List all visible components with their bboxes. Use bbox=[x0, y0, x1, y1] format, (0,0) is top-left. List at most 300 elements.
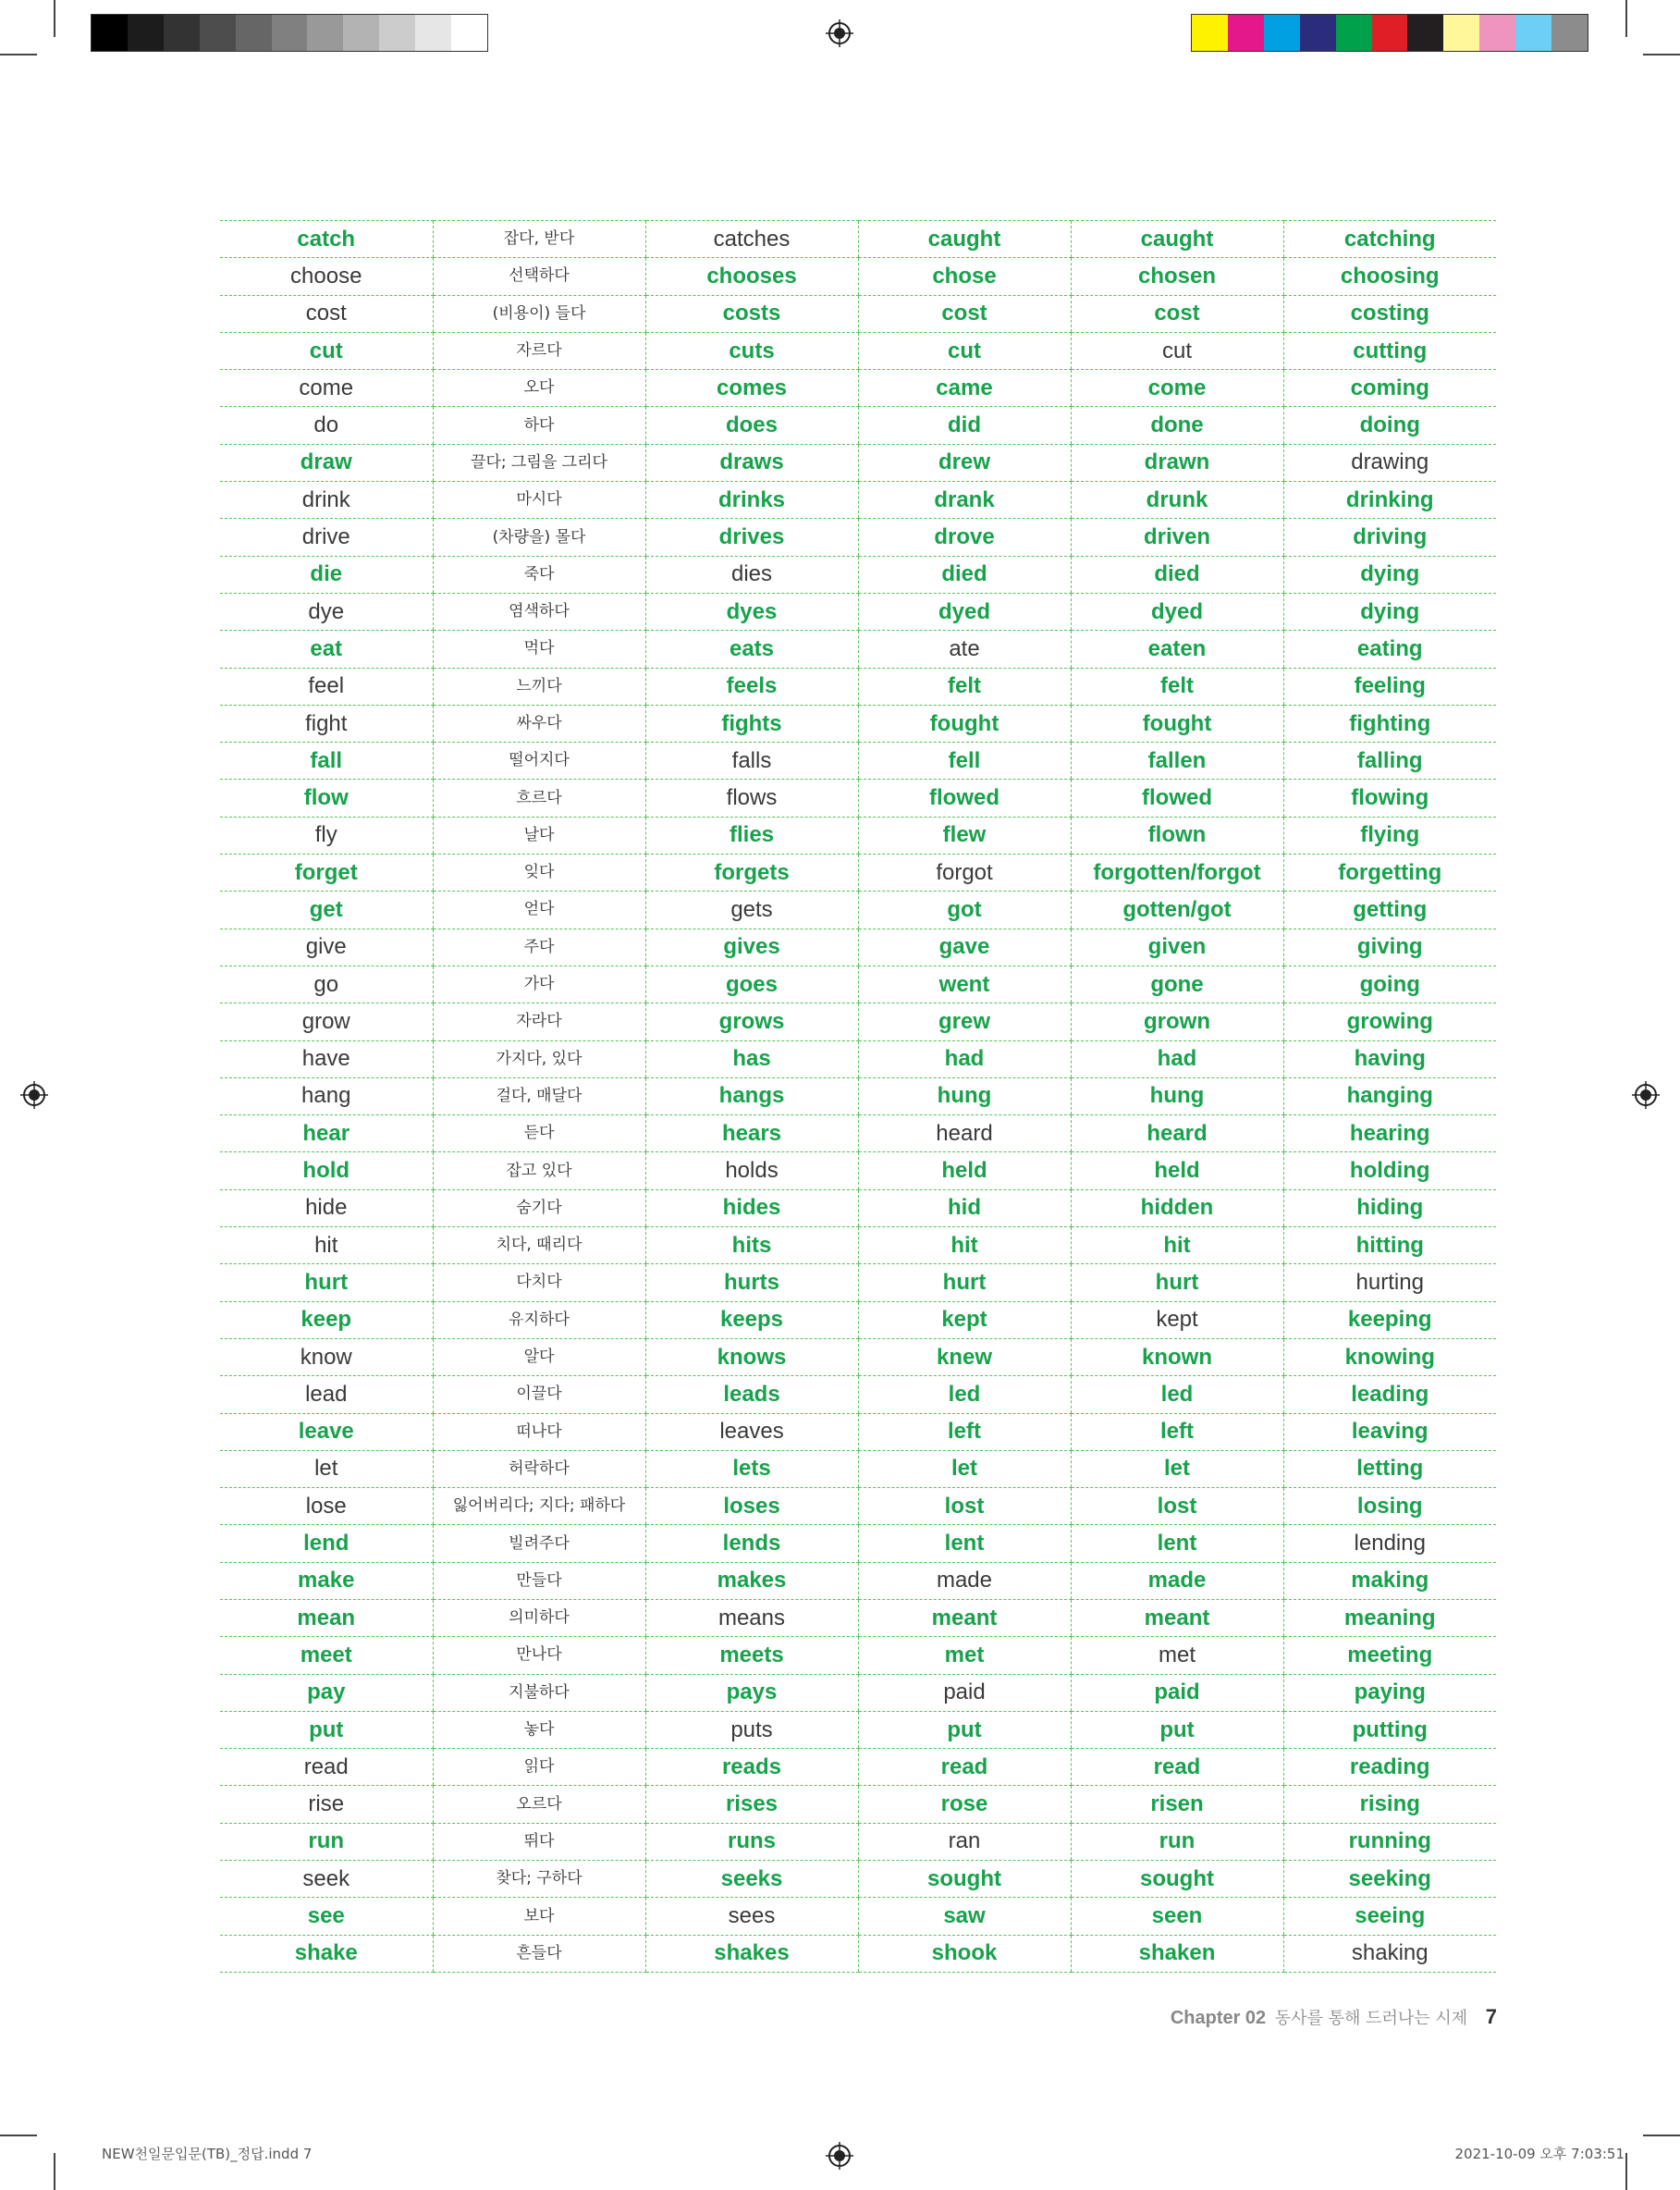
meaning-cell: 잃어버리다; 지다; 패하다 bbox=[433, 1488, 645, 1525]
past-tense-cell: kept bbox=[858, 1301, 1071, 1338]
past-tense-cell: saw bbox=[858, 1898, 1071, 1935]
gray-swatch bbox=[164, 15, 200, 51]
ing-form-cell: seeking bbox=[1283, 1861, 1496, 1898]
third-person-cell: knows bbox=[645, 1338, 858, 1375]
ing-form-cell: losing bbox=[1283, 1488, 1496, 1525]
past-tense-cell: felt bbox=[858, 668, 1071, 705]
table-row bbox=[220, 1823, 1496, 1860]
past-participle-cell: risen bbox=[1071, 1786, 1283, 1823]
meaning-cell: 읽다 bbox=[433, 1749, 645, 1786]
base-form-cell: catch bbox=[220, 221, 433, 258]
past-tense-cell: hid bbox=[858, 1189, 1071, 1226]
past-participle-cell: felt bbox=[1071, 668, 1283, 705]
ing-form-cell: hitting bbox=[1283, 1227, 1496, 1264]
base-form-cell: shake bbox=[220, 1935, 433, 1972]
past-participle-cell: met bbox=[1071, 1637, 1283, 1674]
past-participle-cell: let bbox=[1071, 1450, 1283, 1487]
third-person-cell: chooses bbox=[645, 258, 858, 295]
base-form-cell: hold bbox=[220, 1152, 433, 1189]
meaning-cell: 잊다 bbox=[433, 855, 645, 892]
past-tense-cell: flew bbox=[858, 817, 1071, 854]
ing-form-cell: leaving bbox=[1283, 1413, 1496, 1450]
color-swatch bbox=[1407, 15, 1443, 51]
ing-form-cell: lending bbox=[1283, 1525, 1496, 1562]
past-tense-cell: met bbox=[858, 1637, 1071, 1674]
registration-mark-icon bbox=[20, 1081, 48, 1109]
past-participle-cell: caught bbox=[1071, 221, 1283, 258]
ing-form-cell: hearing bbox=[1283, 1115, 1496, 1152]
base-form-cell: see bbox=[220, 1898, 433, 1935]
meaning-cell: 먹다 bbox=[433, 631, 645, 668]
past-tense-cell: left bbox=[858, 1413, 1071, 1450]
past-tense-cell: hurt bbox=[858, 1264, 1071, 1301]
meaning-cell: 죽다 bbox=[433, 556, 645, 593]
meaning-cell: 오르다 bbox=[433, 1786, 645, 1823]
verb-conjugation-table bbox=[220, 220, 1496, 1973]
third-person-cell: hides bbox=[645, 1189, 858, 1226]
base-form-cell: meet bbox=[220, 1637, 433, 1674]
third-person-cell: reads bbox=[645, 1749, 858, 1786]
table-row bbox=[220, 295, 1496, 332]
meaning-cell: 마시다 bbox=[433, 482, 645, 519]
third-person-cell: pays bbox=[645, 1674, 858, 1711]
color-swatch bbox=[1515, 15, 1551, 51]
meaning-cell: 오다 bbox=[433, 370, 645, 407]
third-person-cell: gives bbox=[645, 929, 858, 966]
color-swatch bbox=[1336, 15, 1372, 51]
table-row bbox=[220, 1711, 1496, 1748]
table-row bbox=[220, 855, 1496, 892]
past-participle-cell: fallen bbox=[1071, 743, 1283, 780]
gray-swatch bbox=[128, 15, 164, 51]
table-row bbox=[220, 1040, 1496, 1077]
past-tense-cell: rose bbox=[858, 1786, 1071, 1823]
gray-swatch bbox=[307, 15, 343, 51]
base-form-cell: get bbox=[220, 892, 433, 929]
table-row bbox=[220, 1562, 1496, 1599]
past-tense-cell: chose bbox=[858, 258, 1071, 295]
meaning-cell: 보다 bbox=[433, 1898, 645, 1935]
ing-form-cell: rising bbox=[1283, 1786, 1496, 1823]
table-row bbox=[220, 556, 1496, 593]
past-participle-cell: run bbox=[1071, 1823, 1283, 1860]
meaning-cell: 이끌다 bbox=[433, 1376, 645, 1413]
ing-form-cell: going bbox=[1283, 966, 1496, 1003]
past-participle-cell: given bbox=[1071, 929, 1283, 966]
past-tense-cell: hung bbox=[858, 1077, 1071, 1114]
third-person-cell: runs bbox=[645, 1823, 858, 1860]
ing-form-cell: hurting bbox=[1283, 1264, 1496, 1301]
third-person-cell: sees bbox=[645, 1898, 858, 1935]
past-participle-cell: heard bbox=[1071, 1115, 1283, 1152]
meaning-cell: 싸우다 bbox=[433, 705, 645, 742]
table-row bbox=[220, 1861, 1496, 1898]
past-participle-cell: cost bbox=[1071, 295, 1283, 332]
meaning-cell: 끌다; 그림을 그리다 bbox=[433, 444, 645, 481]
third-person-cell: has bbox=[645, 1040, 858, 1077]
base-form-cell: choose bbox=[220, 258, 433, 295]
past-tense-cell: caught bbox=[858, 221, 1071, 258]
table-row bbox=[220, 1003, 1496, 1040]
past-participle-cell: put bbox=[1071, 1711, 1283, 1748]
past-tense-cell: knew bbox=[858, 1338, 1071, 1375]
meaning-cell: 자라다 bbox=[433, 1003, 645, 1040]
past-participle-cell: done bbox=[1071, 407, 1283, 444]
third-person-cell: dies bbox=[645, 556, 858, 593]
table-row bbox=[220, 370, 1496, 407]
past-participle-cell: fought bbox=[1071, 705, 1283, 742]
past-participle-cell: hung bbox=[1071, 1077, 1283, 1114]
meaning-cell: 선택하다 bbox=[433, 258, 645, 295]
past-tense-cell: drew bbox=[858, 444, 1071, 481]
third-person-cell: catches bbox=[645, 221, 858, 258]
ing-form-cell: flying bbox=[1283, 817, 1496, 854]
ing-form-cell: making bbox=[1283, 1562, 1496, 1599]
color-swatch bbox=[1228, 15, 1264, 51]
third-person-cell: meets bbox=[645, 1637, 858, 1674]
color-calibration-bar bbox=[1191, 14, 1588, 52]
meaning-cell: 찾다; 구하다 bbox=[433, 1861, 645, 1898]
past-participle-cell: drunk bbox=[1071, 482, 1283, 519]
past-participle-cell: flown bbox=[1071, 817, 1283, 854]
base-form-cell: drink bbox=[220, 482, 433, 519]
chapter-label: Chapter 02 bbox=[1170, 2008, 1267, 2028]
meaning-cell: 만나다 bbox=[433, 1637, 645, 1674]
past-tense-cell: hit bbox=[858, 1227, 1071, 1264]
third-person-cell: goes bbox=[645, 966, 858, 1003]
color-swatch bbox=[1372, 15, 1408, 51]
base-form-cell: feel bbox=[220, 668, 433, 705]
page-number: 7 bbox=[1485, 2005, 1497, 2028]
registration-mark-icon bbox=[826, 2142, 853, 2170]
past-tense-cell: died bbox=[858, 556, 1071, 593]
ing-form-cell: forgetting bbox=[1283, 855, 1496, 892]
past-tense-cell: ate bbox=[858, 631, 1071, 668]
base-form-cell: hurt bbox=[220, 1264, 433, 1301]
ing-form-cell: drinking bbox=[1283, 482, 1496, 519]
color-swatch bbox=[1264, 15, 1300, 51]
base-form-cell: eat bbox=[220, 631, 433, 668]
past-tense-cell: lost bbox=[858, 1488, 1071, 1525]
base-form-cell: fight bbox=[220, 705, 433, 742]
past-participle-cell: known bbox=[1071, 1338, 1283, 1375]
table-row bbox=[220, 892, 1496, 929]
base-form-cell: do bbox=[220, 407, 433, 444]
crop-mark bbox=[0, 54, 37, 55]
third-person-cell: falls bbox=[645, 743, 858, 780]
past-participle-cell: made bbox=[1071, 1562, 1283, 1599]
base-form-cell: rise bbox=[220, 1786, 433, 1823]
ing-form-cell: keeping bbox=[1283, 1301, 1496, 1338]
past-tense-cell: let bbox=[858, 1450, 1071, 1487]
third-person-cell: flows bbox=[645, 780, 858, 817]
gray-swatch bbox=[379, 15, 415, 51]
base-form-cell: have bbox=[220, 1040, 433, 1077]
base-form-cell: hear bbox=[220, 1115, 433, 1152]
table-row bbox=[220, 1264, 1496, 1301]
past-participle-cell: sought bbox=[1071, 1861, 1283, 1898]
table-row bbox=[220, 1189, 1496, 1226]
past-participle-cell: left bbox=[1071, 1413, 1283, 1450]
color-swatch bbox=[1192, 15, 1228, 51]
table-row bbox=[220, 1338, 1496, 1375]
base-form-cell: hang bbox=[220, 1077, 433, 1114]
base-form-cell: read bbox=[220, 1749, 433, 1786]
color-swatch bbox=[1300, 15, 1336, 51]
table-row bbox=[220, 1674, 1496, 1711]
third-person-cell: loses bbox=[645, 1488, 858, 1525]
table-row bbox=[220, 221, 1496, 258]
table-row bbox=[220, 1599, 1496, 1636]
past-participle-cell: forgotten/forgot bbox=[1071, 855, 1283, 892]
past-tense-cell: made bbox=[858, 1562, 1071, 1599]
table-row bbox=[220, 1152, 1496, 1189]
ing-form-cell: choosing bbox=[1283, 258, 1496, 295]
past-tense-cell: read bbox=[858, 1749, 1071, 1786]
table-row bbox=[220, 1488, 1496, 1525]
ing-form-cell: reading bbox=[1283, 1749, 1496, 1786]
third-person-cell: hits bbox=[645, 1227, 858, 1264]
third-person-cell: drinks bbox=[645, 482, 858, 519]
past-participle-cell: led bbox=[1071, 1376, 1283, 1413]
third-person-cell: forgets bbox=[645, 855, 858, 892]
meaning-cell: 잡다, 받다 bbox=[433, 221, 645, 258]
past-tense-cell: cut bbox=[858, 332, 1071, 369]
table-row bbox=[220, 258, 1496, 295]
crop-mark bbox=[54, 0, 55, 37]
base-form-cell: draw bbox=[220, 444, 433, 481]
ing-form-cell: knowing bbox=[1283, 1338, 1496, 1375]
third-person-cell: cuts bbox=[645, 332, 858, 369]
past-tense-cell: put bbox=[858, 1711, 1071, 1748]
base-form-cell: go bbox=[220, 966, 433, 1003]
base-form-cell: know bbox=[220, 1338, 433, 1375]
past-participle-cell: flowed bbox=[1071, 780, 1283, 817]
base-form-cell: make bbox=[220, 1562, 433, 1599]
past-tense-cell: drove bbox=[858, 519, 1071, 556]
ing-form-cell: drawing bbox=[1283, 444, 1496, 481]
past-tense-cell: paid bbox=[858, 1674, 1071, 1711]
past-tense-cell: went bbox=[858, 966, 1071, 1003]
gray-swatch bbox=[200, 15, 236, 51]
past-participle-cell: cut bbox=[1071, 332, 1283, 369]
ing-form-cell: hanging bbox=[1283, 1077, 1496, 1114]
verb-table-body bbox=[220, 221, 1496, 1973]
base-form-cell: put bbox=[220, 1711, 433, 1748]
third-person-cell: holds bbox=[645, 1152, 858, 1189]
meaning-cell: 주다 bbox=[433, 929, 645, 966]
past-participle-cell: hidden bbox=[1071, 1189, 1283, 1226]
ing-form-cell: putting bbox=[1283, 1711, 1496, 1748]
third-person-cell: rises bbox=[645, 1786, 858, 1823]
chapter-title: 동사를 통해 드러나는 시제 bbox=[1274, 2009, 1468, 2028]
table-row bbox=[220, 817, 1496, 854]
meaning-cell: 유지하다 bbox=[433, 1301, 645, 1338]
past-tense-cell: dyed bbox=[858, 593, 1071, 630]
gray-swatch bbox=[236, 15, 272, 51]
meaning-cell: 다치다 bbox=[433, 1264, 645, 1301]
meaning-cell: 얻다 bbox=[433, 892, 645, 929]
meaning-cell: 놓다 bbox=[433, 1711, 645, 1748]
ing-form-cell: feeling bbox=[1283, 668, 1496, 705]
meaning-cell: (비용이) 들다 bbox=[433, 295, 645, 332]
ing-form-cell: falling bbox=[1283, 743, 1496, 780]
color-swatch bbox=[1551, 15, 1588, 51]
past-participle-cell: hit bbox=[1071, 1227, 1283, 1264]
past-participle-cell: seen bbox=[1071, 1898, 1283, 1935]
third-person-cell: hurts bbox=[645, 1264, 858, 1301]
third-person-cell: fights bbox=[645, 705, 858, 742]
base-form-cell: flow bbox=[220, 780, 433, 817]
meaning-cell: 듣다 bbox=[433, 1115, 645, 1152]
third-person-cell: means bbox=[645, 1599, 858, 1636]
third-person-cell: feels bbox=[645, 668, 858, 705]
third-person-cell: gets bbox=[645, 892, 858, 929]
ing-form-cell: running bbox=[1283, 1823, 1496, 1860]
table-row bbox=[220, 1077, 1496, 1114]
past-tense-cell: lent bbox=[858, 1525, 1071, 1562]
base-form-cell: forget bbox=[220, 855, 433, 892]
ing-form-cell: catching bbox=[1283, 221, 1496, 258]
table-row bbox=[220, 1115, 1496, 1152]
past-participle-cell: lost bbox=[1071, 1488, 1283, 1525]
past-participle-cell: come bbox=[1071, 370, 1283, 407]
past-tense-cell: fell bbox=[858, 743, 1071, 780]
past-participle-cell: paid bbox=[1071, 1674, 1283, 1711]
third-person-cell: comes bbox=[645, 370, 858, 407]
base-form-cell: mean bbox=[220, 1599, 433, 1636]
ing-form-cell: shaking bbox=[1283, 1935, 1496, 1972]
meaning-cell: 허락하다 bbox=[433, 1450, 645, 1487]
table-row bbox=[220, 444, 1496, 481]
table-row bbox=[220, 1450, 1496, 1487]
third-person-cell: makes bbox=[645, 1562, 858, 1599]
third-person-cell: dyes bbox=[645, 593, 858, 630]
base-form-cell: let bbox=[220, 1450, 433, 1487]
third-person-cell: leaves bbox=[645, 1413, 858, 1450]
past-tense-cell: ran bbox=[858, 1823, 1071, 1860]
ing-form-cell: letting bbox=[1283, 1450, 1496, 1487]
past-tense-cell: sought bbox=[858, 1861, 1071, 1898]
ing-form-cell: getting bbox=[1283, 892, 1496, 929]
crop-mark bbox=[54, 2153, 55, 2190]
meaning-cell: 흐르다 bbox=[433, 780, 645, 817]
gray-swatch bbox=[451, 15, 487, 51]
meaning-cell: 잡고 있다 bbox=[433, 1152, 645, 1189]
page-footer bbox=[1171, 2005, 1497, 2029]
third-person-cell: does bbox=[645, 407, 858, 444]
base-form-cell: grow bbox=[220, 1003, 433, 1040]
table-row bbox=[220, 1376, 1496, 1413]
base-form-cell: lose bbox=[220, 1488, 433, 1525]
meaning-cell: 느끼다 bbox=[433, 668, 645, 705]
table-row bbox=[220, 407, 1496, 444]
meaning-cell: 흔들다 bbox=[433, 1935, 645, 1972]
table-row bbox=[220, 1227, 1496, 1264]
gray-swatch bbox=[272, 15, 308, 51]
past-participle-cell: driven bbox=[1071, 519, 1283, 556]
past-participle-cell: lent bbox=[1071, 1525, 1283, 1562]
ing-form-cell: having bbox=[1283, 1040, 1496, 1077]
past-tense-cell: did bbox=[858, 407, 1071, 444]
table-row bbox=[220, 966, 1496, 1003]
third-person-cell: lets bbox=[645, 1450, 858, 1487]
third-person-cell: flies bbox=[645, 817, 858, 854]
table-row bbox=[220, 705, 1496, 742]
meaning-cell: 의미하다 bbox=[433, 1599, 645, 1636]
past-tense-cell: had bbox=[858, 1040, 1071, 1077]
base-form-cell: hit bbox=[220, 1227, 433, 1264]
base-form-cell: lend bbox=[220, 1525, 433, 1562]
table-row bbox=[220, 1898, 1496, 1935]
table-row bbox=[220, 593, 1496, 630]
ing-form-cell: eating bbox=[1283, 631, 1496, 668]
past-participle-cell: held bbox=[1071, 1152, 1283, 1189]
ing-form-cell: hiding bbox=[1283, 1189, 1496, 1226]
color-swatch bbox=[1443, 15, 1479, 51]
third-person-cell: costs bbox=[645, 295, 858, 332]
meaning-cell: 자르다 bbox=[433, 332, 645, 369]
table-row bbox=[220, 482, 1496, 519]
table-row bbox=[220, 1525, 1496, 1562]
past-tense-cell: fought bbox=[858, 705, 1071, 742]
third-person-cell: hangs bbox=[645, 1077, 858, 1114]
crop-mark bbox=[1625, 0, 1627, 37]
crop-mark bbox=[1643, 54, 1680, 55]
base-form-cell: hide bbox=[220, 1189, 433, 1226]
print-slug-timestamp: 2021-10-09 오후 7:03:51 bbox=[1454, 2146, 1625, 2162]
table-row bbox=[220, 1413, 1496, 1450]
past-participle-cell: shaken bbox=[1071, 1935, 1283, 1972]
third-person-cell: draws bbox=[645, 444, 858, 481]
third-person-cell: eats bbox=[645, 631, 858, 668]
past-participle-cell: dyed bbox=[1071, 593, 1283, 630]
base-form-cell: give bbox=[220, 929, 433, 966]
third-person-cell: drives bbox=[645, 519, 858, 556]
base-form-cell: die bbox=[220, 556, 433, 593]
grayscale-calibration-bar bbox=[91, 14, 488, 52]
past-participle-cell: kept bbox=[1071, 1301, 1283, 1338]
ing-form-cell: coming bbox=[1283, 370, 1496, 407]
ing-form-cell: cutting bbox=[1283, 332, 1496, 369]
base-form-cell: run bbox=[220, 1823, 433, 1860]
meaning-cell: 치다, 때리다 bbox=[433, 1227, 645, 1264]
past-tense-cell: forgot bbox=[858, 855, 1071, 892]
meaning-cell: 빌려주다 bbox=[433, 1525, 645, 1562]
meaning-cell: 날다 bbox=[433, 817, 645, 854]
meaning-cell: (차량을) 몰다 bbox=[433, 519, 645, 556]
meaning-cell: 숨기다 bbox=[433, 1189, 645, 1226]
third-person-cell: hears bbox=[645, 1115, 858, 1152]
meaning-cell: 염색하다 bbox=[433, 593, 645, 630]
past-tense-cell: got bbox=[858, 892, 1071, 929]
past-participle-cell: died bbox=[1071, 556, 1283, 593]
meaning-cell: 떠나다 bbox=[433, 1413, 645, 1450]
base-form-cell: lead bbox=[220, 1376, 433, 1413]
past-participle-cell: chosen bbox=[1071, 258, 1283, 295]
registration-mark-icon bbox=[1632, 1081, 1660, 1109]
crop-mark bbox=[1625, 2153, 1627, 2190]
ing-form-cell: driving bbox=[1283, 519, 1496, 556]
past-tense-cell: heard bbox=[858, 1115, 1071, 1152]
past-tense-cell: came bbox=[858, 370, 1071, 407]
table-row bbox=[220, 1935, 1496, 1972]
meaning-cell: 지불하다 bbox=[433, 1674, 645, 1711]
base-form-cell: cost bbox=[220, 295, 433, 332]
past-tense-cell: shook bbox=[858, 1935, 1071, 1972]
third-person-cell: leads bbox=[645, 1376, 858, 1413]
table-row bbox=[220, 1637, 1496, 1674]
